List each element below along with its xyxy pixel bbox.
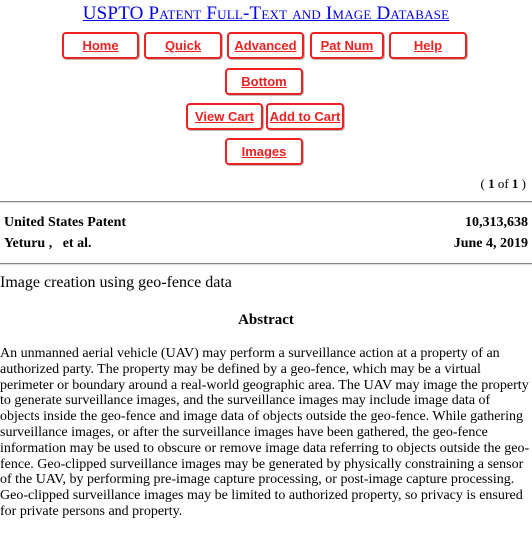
divider-top (0, 201, 532, 203)
abstract-text: An unmanned aerial vehicle (UAV) may perform a surveillance action at a property of an authorized party. The property may be defined by a geo-fence, which may be a virtual perimeter or boundary around a real-world geographic area. The UAV may image the property to generate surveillance images, and the surveillance images may include image data of objects inside the geo-fence and image data of objects outside the geo-fence. While gathering surveillance images, or after the surveillance images have been gathered, the geo-fence information may be used to obscure or remove image data referring to objects outside the geo-fence. Geo-clipped surveillance images may be generated by physically constraining a sensor of the UAV, by performing pre-image capture processing, or post-image capture processing. Geo-clipped surveillance images may be limited to authorized property, so privacy is ensured for private persons and property. (0, 346, 530, 519)
result-counter (480, 176, 526, 192)
counter-open: ( (480, 176, 485, 191)
patent-inventors: Yeturu , et al. (4, 236, 92, 251)
advanced-button[interactable]: Advanced (227, 32, 304, 59)
pat-num-button[interactable]: Pat Num (310, 32, 384, 59)
help-button[interactable]: Help (389, 32, 467, 59)
home-button[interactable]: Home (62, 32, 139, 59)
abstract-heading: Abstract (238, 312, 294, 328)
patent-title: Image creation using geo-fence data (0, 274, 232, 291)
patent-date: June 4, 2019 (453, 236, 528, 251)
add-to-cart-button[interactable]: Add to Cart (266, 103, 344, 130)
patent-type: United States Patent (4, 215, 127, 230)
bottom-button[interactable]: Bottom (225, 68, 303, 95)
database-title-link[interactable]: USPTO Patent Full-Text and Image Database (82, 3, 450, 24)
images-button[interactable]: Images (225, 138, 303, 165)
patent-number: 10,313,638 (465, 215, 528, 230)
divider-bottom (0, 263, 532, 265)
page-title (0, 3, 532, 25)
view-cart-button[interactable]: View Cart (186, 103, 263, 130)
quick-button[interactable]: Quick (144, 32, 222, 59)
counter-total: 1 (511, 176, 519, 191)
counter-of: of (497, 176, 509, 191)
counter-current: 1 (488, 176, 495, 191)
counter-close: ) (521, 176, 526, 191)
